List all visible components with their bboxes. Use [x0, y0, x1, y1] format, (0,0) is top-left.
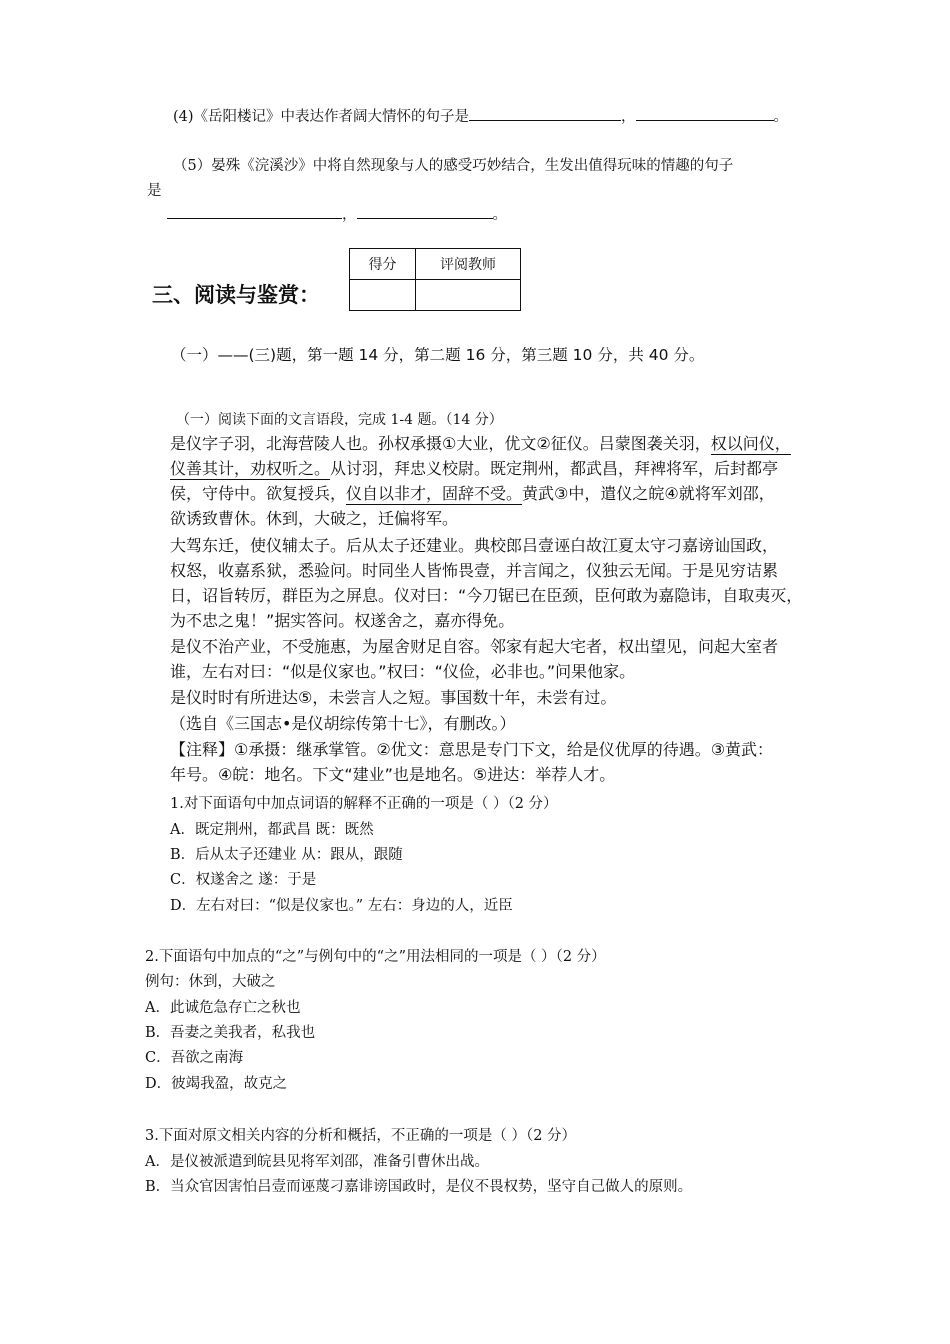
- passage-text: 从讨羽，拜忠义校尉。既定荆州，都武昌，拜裨将军，后封都亭: [330, 459, 779, 478]
- end-mark: 。: [492, 207, 507, 223]
- question-2-stem: 2.下面语句中加点的“之”与例句中的“之”用法相同的一项是（ ）（2 分）: [145, 949, 606, 965]
- separator: ，: [342, 207, 357, 223]
- question-5-line2: 是: [147, 183, 162, 199]
- answer-blank-5b[interactable]: [357, 204, 493, 219]
- passage-line: 为不忠之鬼！”据实答问。权遂舍之，嘉亦得免。: [170, 611, 515, 630]
- grader-header: 评阅教师: [416, 249, 521, 280]
- question-5-line1: （5）晏殊《浣溪沙》中将自然现象与人的感受巧妙结合，生发出值得玩味的情趣的句子: [173, 158, 734, 174]
- passage-heading: （一）阅读下面的文言语段，完成 1-4 题。（14 分）: [176, 412, 503, 428]
- underlined-text: 仪自以非才，固辞不受。: [346, 484, 523, 503]
- question-2-example: 例句：休到，大破之: [145, 974, 276, 990]
- question-3-stem: 3.下面对原文相关内容的分析和概括，不正确的一项是（ ）（2 分）: [145, 1128, 577, 1144]
- question-2-option-c: C．吾欲之南海: [145, 1050, 244, 1066]
- passage-text: 黄武③中，遣仪之皖④就将军刘邵，: [522, 484, 775, 503]
- passage-source: （选自《三国志•是仪胡综传第十七》，有删改。）: [170, 714, 516, 733]
- question-2-option-d: D．彼竭我盈，故克之: [145, 1076, 288, 1092]
- score-header: 得分: [350, 249, 416, 280]
- underlined-text: 仪善其计，劝权听之。: [170, 459, 331, 478]
- passage-text: 侯，守侍中。欲复授兵，: [170, 484, 347, 503]
- passage-line: 是仪时时有所进达⑤，未尝言人之短。事国数十年，未尝有过。: [170, 688, 617, 707]
- passage-line: 日，诏旨转厉，群臣为之屏息。仪对曰：“今刀锯已在臣颈，臣何敢为嘉隐讳，自取夷灭，: [170, 586, 803, 605]
- passage-line: [170, 456, 778, 479]
- passage-line: [170, 431, 791, 454]
- question-4: [173, 105, 788, 126]
- passage-line: 欲诱致曹休。休到，大破之，迁偏将军。: [170, 509, 459, 528]
- answer-blank-5a[interactable]: [167, 204, 342, 219]
- answer-blank-4a[interactable]: [469, 106, 621, 121]
- score-table: [349, 248, 521, 311]
- answer-blank-4b[interactable]: [636, 106, 774, 121]
- passage-line: 是仪不治产业，不受施惠，为屋舍财足自容。邻家有起大宅者，权出望见，问起大室者: [170, 637, 779, 656]
- section-title: 三、阅读与鉴赏：: [152, 283, 320, 307]
- question-5-blanks: [167, 203, 507, 224]
- underlined-text: 权以问仪，: [710, 434, 791, 453]
- passage-notes: 【注释】①承摄：继承掌管。②优文：意思是专门下文，给是仪优厚的待遇。③黄武：: [170, 740, 774, 759]
- grader-cell[interactable]: [416, 280, 521, 311]
- score-cell[interactable]: [350, 280, 416, 311]
- passage-line: 谁，左右对曰：“似是仪家也。”权曰：“仪俭，必非也。”问果他家。: [170, 662, 636, 681]
- question-2-option-a: A．此诚危急存亡之秋也: [145, 1000, 301, 1016]
- question-1-option-d: D．左右对曰：“似是仪家也。” 左右：身边的人，近臣: [170, 898, 513, 914]
- passage-text: 是仪字子羽，北海营陵人也。孙权承摄①大业，优文②征仪。吕蒙图袭关羽，: [170, 434, 711, 453]
- question-4-text: (4)《岳阳楼记》中表达作者阔大情怀的句子是: [173, 109, 470, 125]
- question-3-option-b: B．当众官因害怕吕壹而诬蔑刁嘉诽谤国政时，是仪不畏权势，坚守自己做人的原则。: [145, 1179, 693, 1195]
- question-3-option-a: A．是仪被派遣到皖县见将军刘邵，准备引曹休出战。: [145, 1154, 489, 1170]
- question-1-option-b: B．后从太子还建业 从：跟从，跟随: [170, 847, 403, 863]
- end-mark: 。: [773, 109, 789, 125]
- question-1-stem: 1.对下面语句中加点词语的解释不正确的一项是（ ）（2 分）: [170, 796, 558, 812]
- section-summary: （一）——(三)题，第一题 14 分，第二题 16 分，第三题 10 分，共 40 分。: [171, 346, 705, 364]
- separator: ，: [621, 109, 636, 125]
- question-2-option-b: B．吾妻之美我者，私我也: [145, 1025, 316, 1041]
- passage-line: 大驾东迁，使仪辅太子。后从太子还建业。典校郎吕壹诬白故江夏太守刁嘉谤讪国政，: [170, 536, 779, 555]
- passage-line: [170, 481, 775, 504]
- passage-notes: 年号。④皖：地名。下文“建业”也是地名。⑤进达：举荐人才。: [170, 765, 616, 784]
- question-1-option-a: A．既定荆州，都武昌 既：既然: [170, 822, 374, 838]
- question-1-option-c: C．权遂舍之 遂：于是: [170, 872, 317, 888]
- passage-line: 权怒，收嘉系狱，悉验问。时同坐人皆怖畏壹，并言闻之，仪独云无闻。于是见穷诘累: [170, 561, 779, 580]
